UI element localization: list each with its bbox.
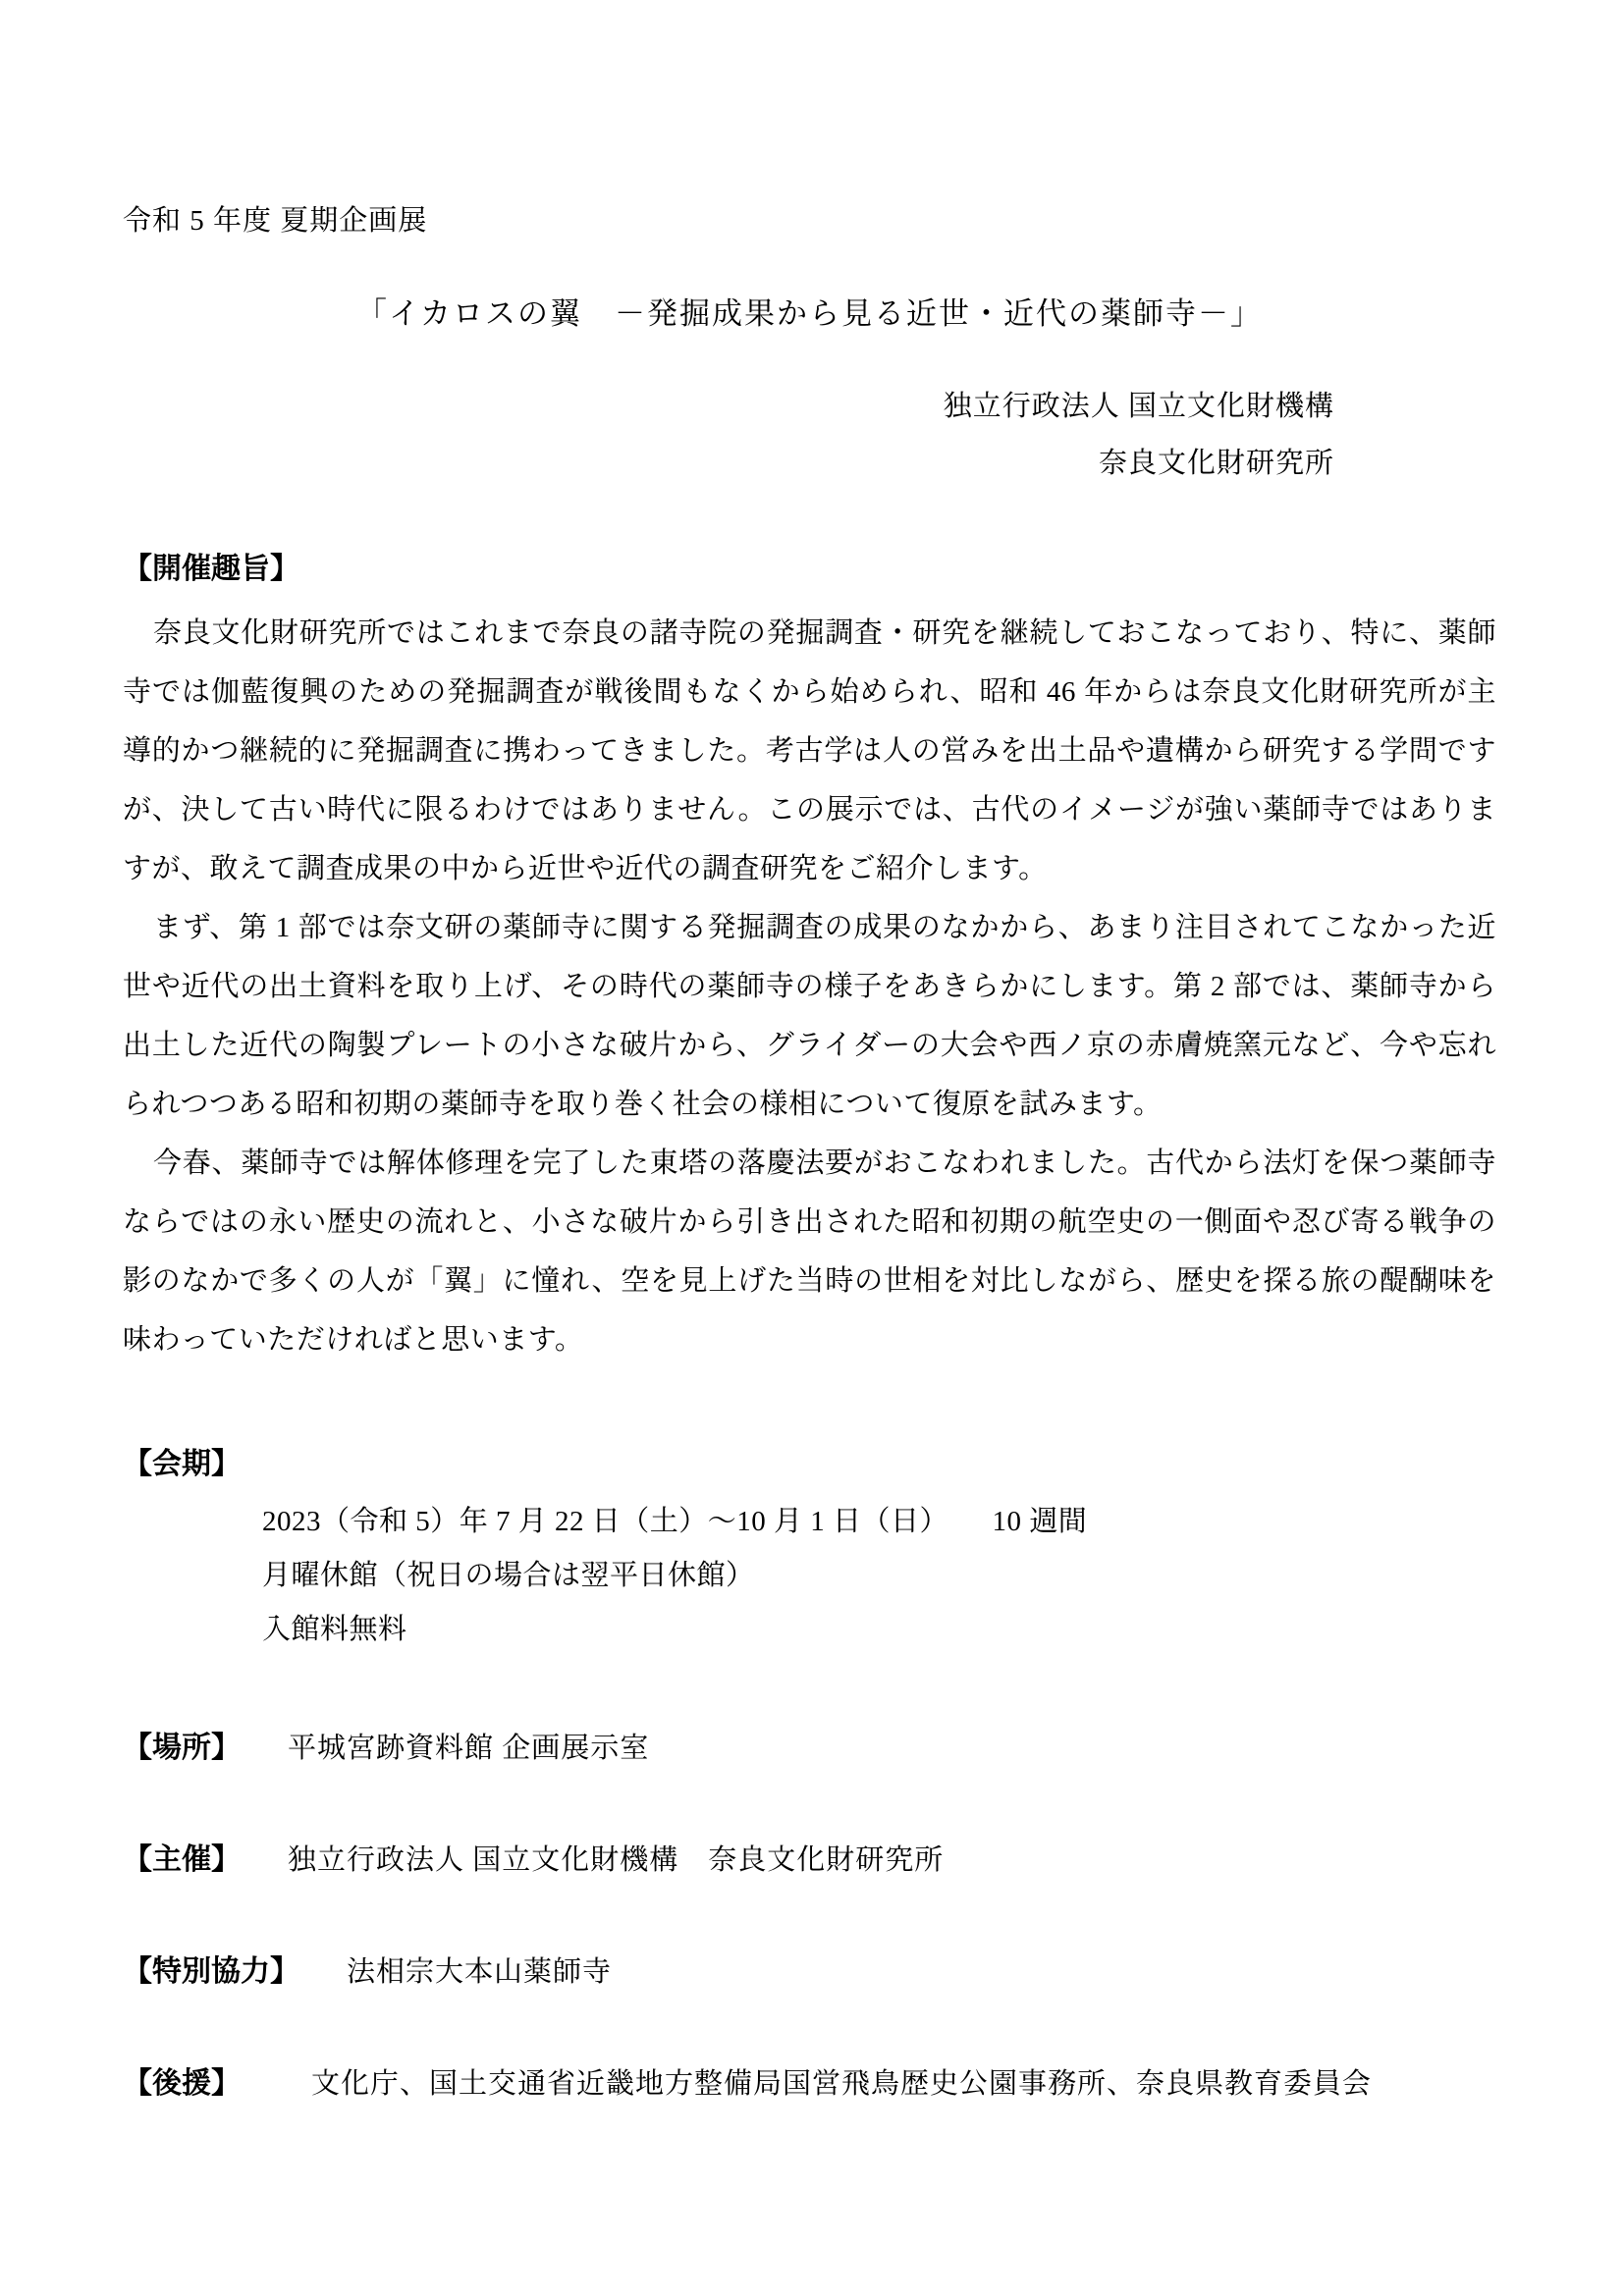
section-period bbox=[123, 1444, 1496, 1657]
event-category-line: 令和 5 年度 夏期企画展 bbox=[123, 205, 428, 237]
overview-paragraph-1: 奈良文化財研究所ではこれまで奈良の諸寺院の発掘調査・研究を継続しておこなっており、特に、薬師寺では伽藍復興のための発掘調査が戦後間もなくから始められ、昭和 46 年からは奈良文化財研究所が主導的かつ継続的に発掘調査に携わってきました。考古学は人の営みを出土品や遺構から研究する学問ですが、決して古い時代に限るわけではありません。この展示では、古代のイメージが強い薬師寺ではありますが、敢えて調査成果の中から近世や近代の調査研究をご紹介します。 bbox=[123, 617, 1496, 884]
organizer-name-line1: 独立行政法人 国立文化財機構 bbox=[943, 391, 1334, 422]
organizer-name-line2: 奈良文化財研究所 bbox=[1098, 448, 1334, 479]
period-label: 【会期】 bbox=[123, 1448, 241, 1480]
organizer-block bbox=[123, 378, 1496, 492]
support-value: 文化庁、国土交通省近畿地方整備局国営飛鳥歴史公園事務所、奈良県教育委員会 bbox=[311, 2068, 1373, 2100]
section-support bbox=[123, 2063, 1496, 2105]
overview-paragraph-2: まず、第 1 部では奈文研の薬師寺に関する発掘調査の成果のなかから、あまり注目されてこなかった近世や近代の出土資料を取り上げ、その時代の薬師寺の様子をあきらかにします。第 2 部では、薬師寺から出土した近代の陶製プレートの小さな破片から、グライダーの大会や西ノ京の赤膚焼窯元など、今や忘れられつつある昭和初期の薬師寺を取り巻く社会の様相について復原を試みます。 bbox=[123, 912, 1496, 1120]
overview-heading: 【開催趣旨】 bbox=[123, 553, 299, 585]
organizer-value: 独立行政法人 国立文化財機構 奈良文化財研究所 bbox=[288, 1844, 945, 1876]
place-label: 【場所】 bbox=[123, 1732, 241, 1764]
exhibition-title: 「イカロスの翼 －発掘成果から見る近世・近代の薬師寺－」 bbox=[355, 296, 1264, 331]
period-lines bbox=[262, 1495, 1496, 1657]
overview-paragraph-3: 今春、薬師寺では解体修理を完了した東塔の落慶法要がおこなわれました。古代から法灯を保つ薬師寺ならではの永い歴史の流れと、小さな破片から引き出された昭和初期の航空史の一側面や忍び寄る戦争の影のなかで多くの人が「翼」に憧れ、空を見上げた当時の世相を対比しながら、歴史を探る旅の醍醐味を味わっていただければと思います。 bbox=[123, 1148, 1496, 1356]
support-label: 【後援】 bbox=[123, 2067, 241, 2100]
place-value: 平城宮跡資料館 企画展示室 bbox=[288, 1733, 650, 1764]
special-cooperation-value: 法相宗大本山薬師寺 bbox=[347, 1956, 613, 1988]
special-cooperation-label: 【特別協力】 bbox=[123, 1955, 299, 1988]
section-place bbox=[123, 1728, 1496, 1769]
section-organizer bbox=[123, 1840, 1496, 1881]
period-admission-line: 入館料無料 bbox=[262, 1614, 407, 1645]
section-special-cooperation bbox=[123, 1951, 1496, 1993]
period-closed-days-line: 月曜休館（祝日の場合は翌平日休館） bbox=[262, 1560, 755, 1591]
period-dates-line: 2023（令和 5）年 7 月 22 日（土）～10 月 1 日（日） 10 週間 bbox=[262, 1506, 1088, 1537]
organizer-label: 【主催】 bbox=[123, 1843, 241, 1876]
